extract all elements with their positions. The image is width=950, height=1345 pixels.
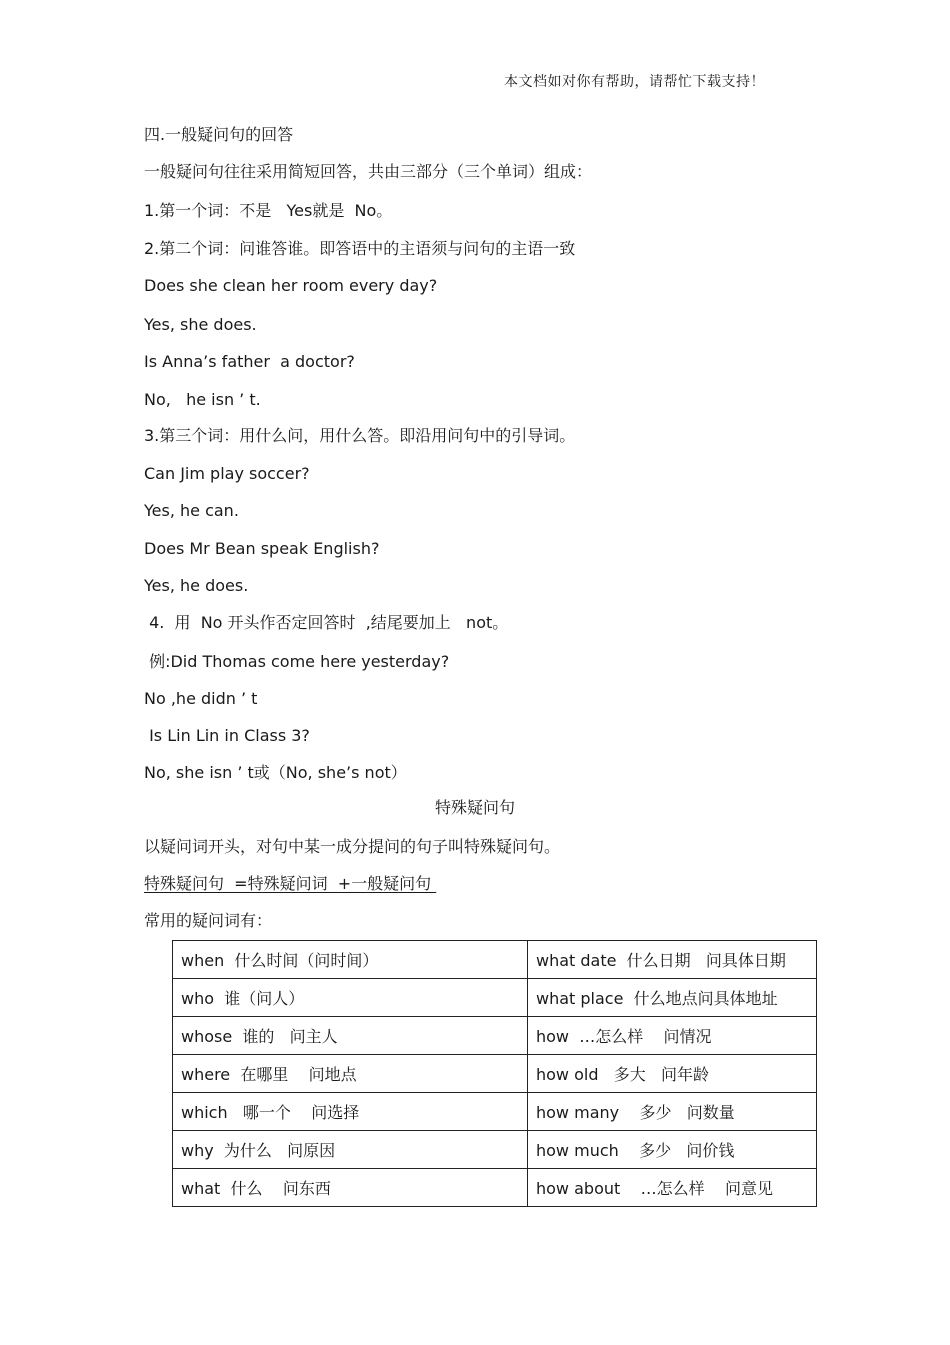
example-question: Does she clean her room every day?	[144, 276, 438, 295]
table-cell: why 为什么 问原因	[173, 1131, 528, 1169]
section-title: 四.一般疑问句的回答	[144, 125, 294, 144]
rule-2: 2.第二个词：问谁答谁。即答语中的主语须与问句的主语一致	[144, 239, 576, 258]
table-cell: how old 多大 问年龄	[528, 1055, 817, 1093]
intro-paragraph: 一般疑问句往往采用简短回答，共由三部分（三个单词）组成：	[144, 162, 593, 181]
table-row	[173, 1169, 817, 1207]
example-question: Can Jim play soccer?	[144, 464, 310, 483]
table-cell: what 什么 问东西	[173, 1169, 528, 1207]
special-definition: 以疑问词开头，对句中某一成分提问的句子叫特殊疑问句。	[144, 837, 561, 856]
table-cell: when 什么时间（问时间）	[173, 941, 528, 979]
table-cell: where 在哪里 问地点	[173, 1055, 528, 1093]
table-row	[173, 1017, 817, 1055]
example-answer: No, he isn ’ t.	[144, 390, 261, 409]
table-cell: what date 什么日期 问具体日期	[528, 941, 817, 979]
table-cell: how about …怎么样 问意见	[528, 1169, 817, 1207]
table-row	[173, 1055, 817, 1093]
example-question: 例:Did Thomas come here yesterday?	[144, 652, 450, 671]
table-row	[173, 1093, 817, 1131]
example-question: Is Anna’s father a doctor?	[144, 352, 355, 371]
example-answer: Yes, he can.	[144, 501, 239, 520]
table-cell: what place 什么地点问具体地址	[528, 979, 817, 1017]
table-cell: who 谁（问人）	[173, 979, 528, 1017]
special-questions-title: 特殊疑问句	[434, 798, 515, 817]
example-answer: Yes, he does.	[144, 576, 249, 595]
example-answer: No ,he didn ’ t	[144, 689, 258, 708]
question-words-intro: 常用的疑问词有：	[144, 911, 273, 930]
rule-1: 1.第一个词：不是 Yes就是 No。	[144, 201, 393, 220]
download-note: 本文档如对你有帮助，请帮忙下载支持！	[504, 74, 765, 90]
table-row	[173, 979, 817, 1017]
table-row	[173, 1131, 817, 1169]
special-formula: 特殊疑问句 =特殊疑问词 +一般疑问句	[144, 874, 437, 893]
table-cell: how many 多少 问数量	[528, 1093, 817, 1131]
table-cell: how much 多少 问价钱	[528, 1131, 817, 1169]
question-words-table	[172, 940, 817, 1207]
example-answer: No, she isn ’ t或（No, she’s not）	[144, 763, 407, 782]
rule-4: 4. 用 No 开头作否定回答时 ,结尾要加上 not。	[144, 613, 509, 632]
table-cell: which 哪一个 问选择	[173, 1093, 528, 1131]
rule-3: 3.第三个词：用什么问，用什么答。即沿用问句中的引导词。	[144, 426, 576, 445]
example-answer: Yes, she does.	[144, 315, 257, 334]
table-row	[173, 941, 817, 979]
example-question: Does Mr Bean speak English?	[144, 539, 380, 558]
table-cell: whose 谁的 问主人	[173, 1017, 528, 1055]
example-question: Is Lin Lin in Class 3?	[144, 726, 310, 745]
table-cell: how …怎么样 问情况	[528, 1017, 817, 1055]
